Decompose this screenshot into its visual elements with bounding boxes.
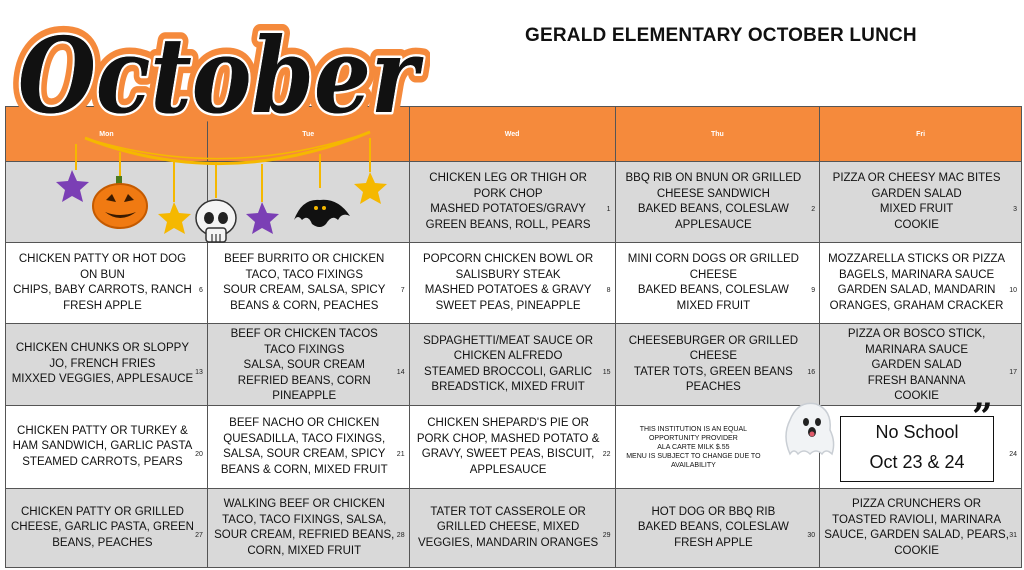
day-cell (207, 489, 409, 568)
day-cell (820, 489, 1022, 568)
weekday-tue: Tue (207, 107, 409, 162)
day-cell (820, 243, 1022, 324)
meal-text: CHICKEN SHEPARD'S PIE OR PORK CHOP, MASHED POTATO & GRAVY, SWEET PEAS, BISCUIT, APPLESAUCE (416, 417, 600, 476)
meal-text: MINI CORN DOGS OR GRILLED CHEESE BAKED BEANS, COLESLAW MIXED FRUIT (627, 253, 799, 312)
bat-icon (294, 200, 350, 227)
day-cell (615, 243, 820, 324)
day-number: 3 (1013, 206, 1017, 213)
meal-text: BEEF OR CHICKEN TACOS TACO FIXINGS SALSA, SOUR CREAM REFRIED BEANS, CORN PINEAPPLE (230, 328, 378, 402)
meal-text: CHICKEN PATTY OR TURKEY & HAM SANDWICH, GARLIC PASTA STEAMED CARROTS, PEARS (12, 424, 193, 468)
day-number: 16 (807, 368, 816, 376)
no-school-notice (840, 416, 994, 482)
meal-text: BEEF BURRITO OR CHICKEN TACO, TACO FIXINGS SOUR CREAM, SALSA, SPICY BEANS & CORN, PEACHES (223, 253, 386, 312)
quote-mark-icon: ” (972, 396, 993, 438)
logo-word: October (18, 14, 425, 130)
meal-text: WALKING BEEF OR CHICKEN TACO, TACO FIXINGS, SALSA, SOUR CREAM, REFRIED BEANS, CORN, MIXED FRUIT (214, 498, 395, 557)
logo-outline: October (18, 14, 425, 130)
star-icon (354, 172, 387, 204)
meal-text: CHICKEN LEG OR THIGH OR PORK CHOP MASHED POTATOES/GRAVY GREEN BEANS, ROLL, PEARS (425, 172, 591, 231)
day-cell (409, 162, 615, 243)
logo-word-fill: October (18, 14, 425, 130)
week-row (6, 324, 1022, 406)
week-row (6, 243, 1022, 324)
day-number: 15 (602, 368, 611, 376)
day-cell (409, 324, 615, 406)
day-number: 29 (602, 532, 611, 539)
pumpkin-icon (93, 176, 147, 228)
day-cell (207, 243, 409, 324)
day-cell (409, 243, 615, 324)
day-number: 10 (1009, 287, 1017, 294)
no-school-line1: No School (875, 422, 959, 442)
skull-icon (196, 200, 236, 242)
day-cell (615, 489, 820, 568)
day-number: 13 (195, 368, 203, 376)
day-number: 8 (606, 287, 611, 294)
day-cell (615, 324, 820, 406)
star-icon (56, 170, 89, 202)
day-cell (615, 162, 820, 243)
day-cell (820, 162, 1022, 243)
day-number: 20 (195, 451, 203, 458)
weekday-thu: Thu (615, 107, 820, 162)
halloween-garland (50, 120, 400, 250)
meal-text: CHEESEBURGER OR GRILLED CHEESE TATER TOTS, GREEN BEANS PEACHES (628, 334, 799, 393)
day-number: 9 (811, 287, 816, 294)
meal-text: POPCORN CHICKEN BOWL OR SALISBURY STEAK MASHED POTATOES & GRAVY SWEET PEAS, PINEAPPLE (422, 253, 594, 312)
week-row (6, 489, 1022, 568)
day-cell (6, 243, 208, 324)
day-number: 28 (396, 532, 405, 539)
day-number: 27 (195, 532, 203, 539)
day-cell (207, 324, 409, 406)
meal-text: SDPAGHETTI/MEAT SAUCE OR CHICKEN ALFREDO STEAMED BROCCOLI, GARLIC BREADSTICK, MIXED FRUIT (423, 334, 594, 393)
garland-string (85, 132, 370, 159)
day-number: 17 (1009, 368, 1017, 376)
notice-text: THIS INSTITUTION IS AN EQUAL OPPORTUNITY PROVIDER ALA CARTE MILK $.55 MENU IS SUBJECT TO CHANGE DUE TO AVAILABILITY (626, 425, 761, 469)
meal-text: PIZZA CRUNCHERS OR TOASTED RAVIOLI, MARINARA SAUCE, GARDEN SALAD, PEARS, COOKIE (824, 498, 1009, 557)
meal-text: CHICKEN PATTY OR GRILLED CHEESE, GARLIC PASTA, GREEN BEANS, PEACHES (10, 505, 194, 549)
day-number: 21 (396, 451, 405, 458)
day-cell (6, 406, 208, 489)
no-school-line2: Oct 23 & 24 (869, 452, 965, 472)
page-title: GERALD ELEMENTARY OCTOBER LUNCH (525, 25, 917, 46)
star-icon (158, 202, 191, 234)
day-number: 24 (1009, 451, 1017, 458)
meal-text: TATER TOT CASSEROLE OR GRILLED CHEESE, MIXED VEGGIES, MANDARIN ORANGES (417, 505, 599, 549)
weekday-mon: Mon (6, 107, 208, 162)
day-cell (820, 324, 1022, 406)
day-cell (409, 489, 615, 568)
day-number: 7 (400, 287, 405, 294)
meal-text: BEEF NACHO OR CHICKEN QUESADILLA, TACO FIXINGS, SALSA, SOUR CREAM, SPICY BEANS & CORN, MIXED FRUIT (220, 417, 388, 476)
day-number: 30 (807, 532, 816, 539)
day-number: 31 (1009, 532, 1017, 539)
day-number: 14 (396, 368, 405, 376)
october-logo (0, 0, 430, 130)
day-cell (6, 489, 208, 568)
meal-text: BBQ RIB ON BNUN OR GRILLED CHEESE SANDWICH BAKED BEANS, COLESLAW APPLESAUCE (625, 172, 802, 231)
weekday-fri: Fri (820, 107, 1022, 162)
day-cell (6, 324, 208, 406)
meal-text: PIZZA OR BOSCO STICK, MARINARA SAUCE GARDEN SALAD FRESH BANANNA COOKIE (847, 328, 986, 402)
day-number: 22 (602, 451, 611, 458)
meal-text: PIZZA OR CHEESY MAC BITES GARDEN SALAD MIXED FRUIT COOKIE (832, 172, 1001, 231)
weekday-wed: Wed (409, 107, 615, 162)
meal-text: CHICKEN CHUNKS OR SLOPPY JO, FRENCH FRIES MIXXED VEGGIES, APPLESAUCE (11, 342, 194, 386)
meal-text: CHICKEN PATTY OR HOT DOG ON BUN CHIPS, BABY CARROTS, RANCH FRESH APPLE (13, 253, 192, 312)
day-number: 6 (198, 287, 203, 294)
meal-text: HOT DOG OR BBQ RIB BAKED BEANS, COLESLAW FRESH APPLE (637, 505, 789, 549)
day-number: 2 (811, 206, 816, 213)
meal-text: MOZZARELLA STICKS OR PIZZA BAGELS, MARINARA SAUCE GARDEN SALAD, MANDARIN ORANGES, GRAHAM CRACKER (828, 253, 1006, 312)
star-icon (246, 202, 279, 234)
day-cell (409, 406, 615, 489)
ghost-icon (776, 396, 840, 460)
day-cell (207, 406, 409, 489)
day-number: 1 (606, 206, 611, 213)
